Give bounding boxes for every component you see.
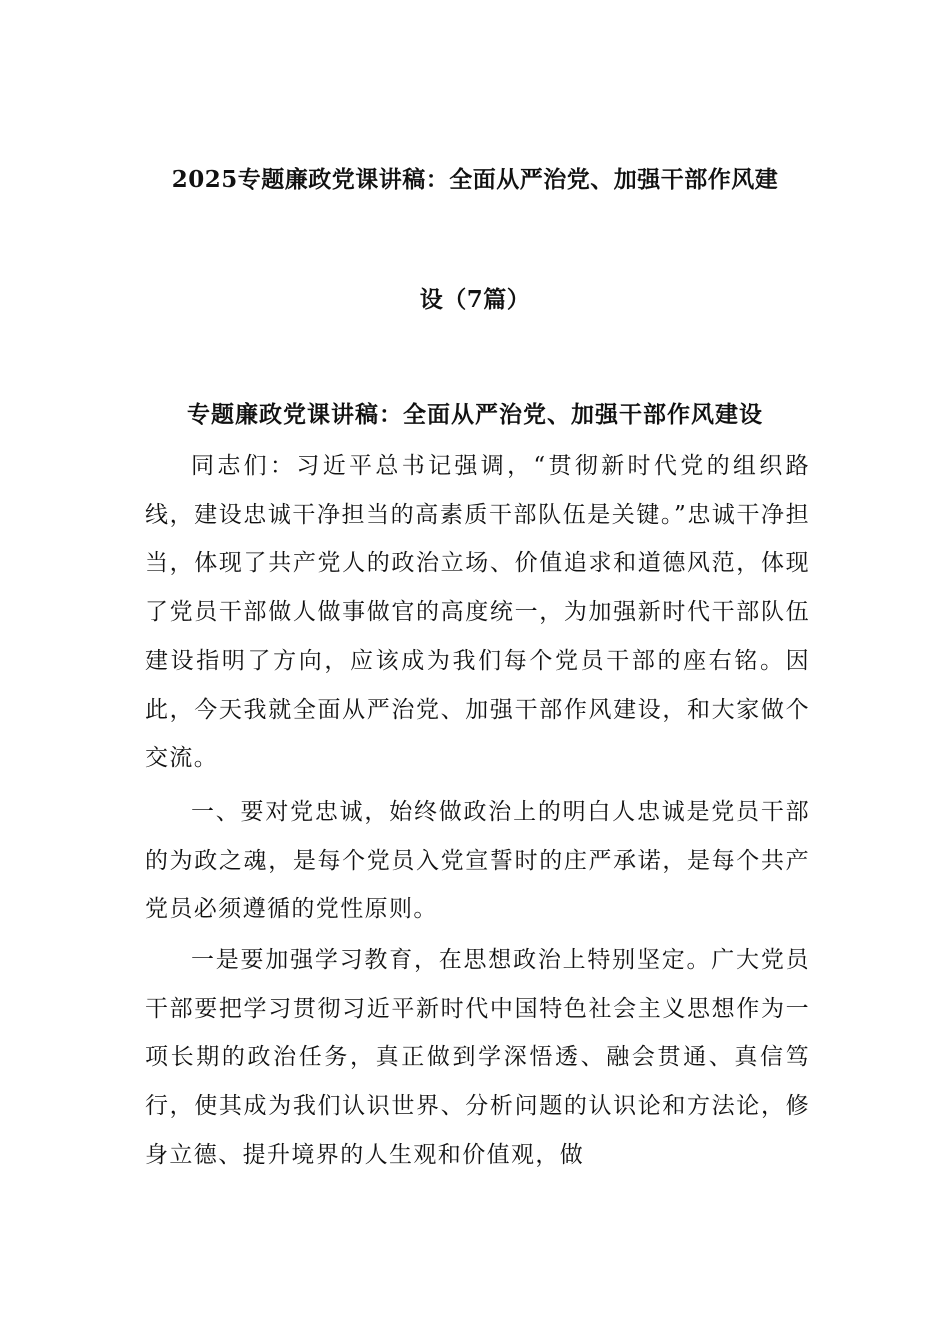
document-title-line-1: 2025专题廉政党课讲稿：全面从严治党、加强干部作风建 — [171, 166, 779, 193]
section-heading: 专题廉政党课讲稿：全面从严治党、加强干部作风建设 — [187, 401, 763, 428]
body-paragraph-intro: 同志们：习近平总书记强调，“贯彻新时代党的组织路线，建设忠诚干净担当的高素质干部队伍是关键。”忠诚干净担当，体现了共产党人的政治立场、价值追求和道德风范，体现了党员干部做人做事做官的高度统一，为加强新时代干部队伍建设指明了方向，应该成为我们每个党员干部的座右铭。因此，今天我就全面从严治党、加强干部作风建设，和大家做个交流。 — [145, 453, 810, 772]
document-title-line-2: 设（7篇） — [419, 286, 531, 313]
body-paragraph-point-one: 一、要对党忠诚，始终做政治上的明白人忠诚是党员干部的为政之魂，是每个党员入党宣誓时的庄严承诺，是每个共产党员必须遵循的党性原则。 — [145, 799, 810, 923]
body-paragraph-study: 一是要加强学习教育，在思想政治上特别坚定。广大党员干部要把学习贯彻习近平新时代中国特色社会主义思想作为一项长期的政治任务，真正做到学深悟透、融会贯通、真信笃行，使其成为我们认识世界、分析问题的认识论和方法论，修身立德、提升境界的人生观和价值观，做 — [145, 947, 810, 1168]
